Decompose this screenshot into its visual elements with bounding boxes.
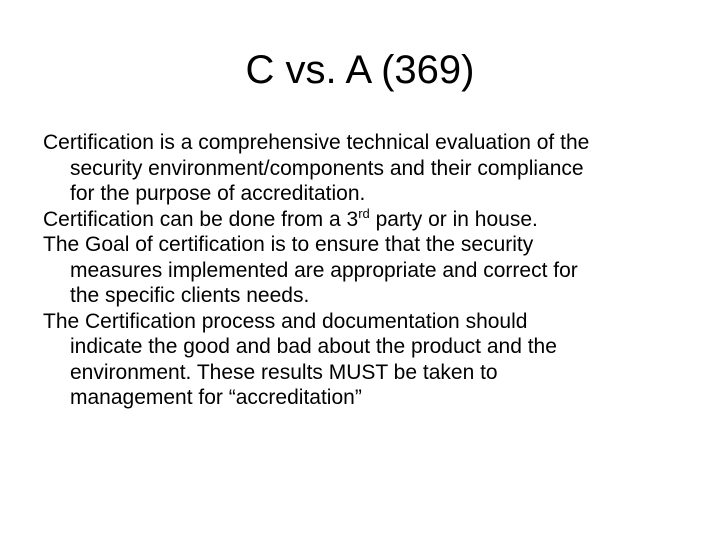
bullet-text: party or in house. xyxy=(369,207,538,231)
bullet-list xyxy=(43,130,703,411)
bullet-item xyxy=(43,232,703,309)
bullet-item xyxy=(43,309,703,411)
bullet-line xyxy=(43,205,703,233)
bullet-line: The Goal of certification is to ensure that the security xyxy=(43,233,534,256)
bullet-line: security environment/components and their compliance xyxy=(70,156,584,180)
bullet-line: for the purpose of accreditation. xyxy=(70,182,366,205)
bullet-line: indicate the good and bad about the product and the xyxy=(70,335,557,358)
bullet-line: Certification is a comprehensive technical evaluation of the xyxy=(43,131,590,154)
bullet-line: measures implemented are appropriate and correct for xyxy=(70,258,578,282)
slide-title: C vs. A (369) xyxy=(245,48,475,92)
bullet-line: management for “accreditation” xyxy=(70,386,362,409)
bullet-line: the specific clients needs. xyxy=(70,284,310,307)
bullet-text: Certification can be done from a 3 xyxy=(43,207,359,231)
ordinal-superscript: rd xyxy=(358,205,370,221)
bullet-line: environment. These results MUST be taken to xyxy=(70,360,498,384)
bullet-item xyxy=(43,207,703,233)
bullet-line: The Certification process and documentation should xyxy=(43,309,528,333)
bullet-item xyxy=(43,130,703,207)
